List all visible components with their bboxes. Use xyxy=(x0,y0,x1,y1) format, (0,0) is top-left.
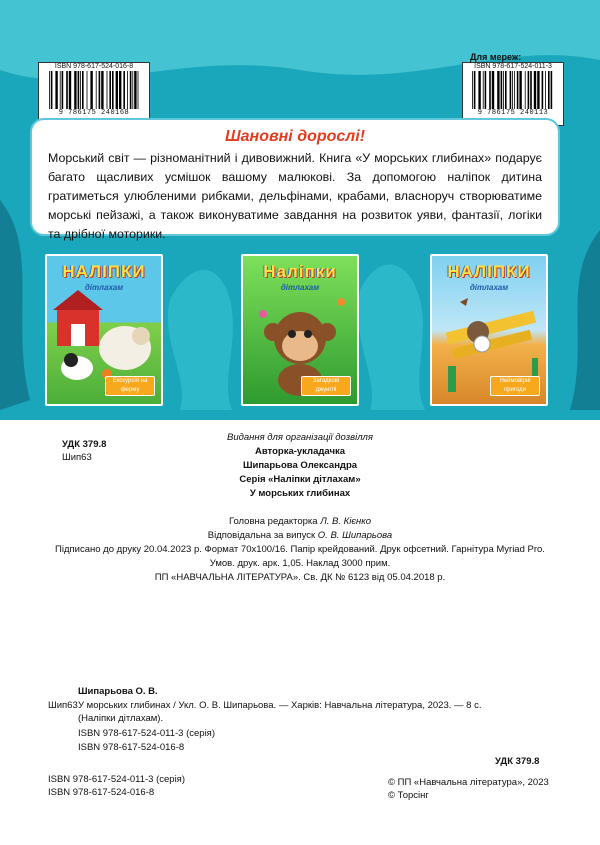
catalog-shifr: Шип63 xyxy=(48,700,78,711)
series-line: Серія «Наліпки дітлахам» xyxy=(239,474,361,485)
barcode-bar xyxy=(74,71,76,109)
book-cover-farm xyxy=(45,254,163,406)
barcode-right xyxy=(462,62,564,126)
barcode-left-isbn: ISBN 978-617-524-016-8 xyxy=(54,63,134,70)
barcode-bar xyxy=(112,71,114,109)
footer-isbn-2: ISBN 978-617-524-016-8 xyxy=(48,787,155,798)
udk-code: УДК 379.8 xyxy=(62,439,107,450)
barcode-bar xyxy=(525,71,526,109)
barcode-bar xyxy=(472,71,473,109)
book-title-line: У морських глибинах xyxy=(249,488,351,499)
catalog-author: Шипарьова О. В. xyxy=(78,686,158,697)
book-cover-tag: Загадкові джунглі xyxy=(301,376,351,396)
barcode-bar xyxy=(517,71,519,109)
barcode-bar xyxy=(485,71,487,109)
shifr-code: Шип63 xyxy=(62,452,92,463)
network-label: Для мереж: xyxy=(470,52,522,62)
catalog-isbn-1: ISBN 978-617-524-011-3 (серія) xyxy=(78,728,215,739)
chief-editor-name: Л. В. Кієнко xyxy=(320,516,372,527)
catalog-udk: УДК 379.8 xyxy=(495,756,540,767)
author-role: Авторка-укладачка xyxy=(254,446,345,457)
barcode-bar xyxy=(127,71,128,109)
barcode-bar xyxy=(130,71,132,109)
barcode-left-bars xyxy=(46,71,142,109)
barcode-bar xyxy=(87,71,88,109)
imprint-section xyxy=(0,420,600,845)
barcode-bar xyxy=(99,71,101,109)
barcode-bar xyxy=(78,71,80,109)
publisher-line: ПП «НАВЧАЛЬНА ЛІТЕРАТУРА». Св. ДК № 6123 від 05.04.2018 р. xyxy=(154,572,446,583)
barcode-bar xyxy=(478,71,480,109)
barcode-bar xyxy=(530,71,532,109)
author-name: Шипарьова Олександра xyxy=(242,460,358,471)
book-cover-title: НАЛІПКИ xyxy=(62,262,146,281)
barcode-bar xyxy=(503,71,504,109)
book-cover-title: НАЛІПКИ xyxy=(447,262,531,281)
barcode-bar xyxy=(55,71,57,109)
barcode-bar xyxy=(492,71,494,109)
barcode-bar xyxy=(90,71,92,109)
chief-editor-line xyxy=(0,516,600,527)
barcode-bar xyxy=(69,71,71,109)
copyright-2: © Торсінг xyxy=(388,790,429,801)
catalog-line-2: (Наліпки дітлахам). xyxy=(78,713,164,724)
barcode-bar xyxy=(123,71,125,109)
barcode-bar xyxy=(51,71,53,109)
barcode-bar xyxy=(497,71,499,109)
book-cover-subtitle: дітлахам xyxy=(469,283,509,292)
catalog-line-1: У морських глибинах / Укл. О. В. Шипарьова. — Харків: Навчальна література, 2023. — 8 с. xyxy=(78,700,482,711)
catalog-isbn-2: ISBN 978-617-524-016-8 xyxy=(78,742,185,753)
barcode-bar xyxy=(116,71,118,109)
responsible-line xyxy=(0,530,600,541)
barcode-bar xyxy=(519,71,521,109)
barcode-bar xyxy=(138,71,139,109)
book-cover-title: Наліпки xyxy=(263,262,337,281)
barcode-bar xyxy=(107,71,108,109)
notice-title: Шановні дорослі! xyxy=(224,128,366,145)
barcode-bar xyxy=(489,71,491,109)
responsible-name: О. В. Шипарьова xyxy=(317,530,393,541)
barcode-left xyxy=(38,62,150,126)
barcode-bar xyxy=(109,71,111,109)
chief-editor-label: Головна редакторка xyxy=(228,516,318,527)
barcode-bar xyxy=(66,71,68,109)
barcode-bar xyxy=(501,71,503,109)
barcode-bar xyxy=(512,71,513,109)
barcode-bar xyxy=(528,71,530,109)
barcode-right-digits: 9 786175 240113 xyxy=(477,109,549,117)
barcode-bar xyxy=(62,71,64,109)
barcode-bar xyxy=(60,71,61,109)
barcode-bar xyxy=(510,71,512,109)
permit-line: Видання для організації дозвілля xyxy=(226,432,373,443)
barcode-bar xyxy=(548,71,550,109)
book-cover-jungle xyxy=(241,254,359,406)
barcode-bar xyxy=(542,71,544,109)
barcode-bar xyxy=(96,71,97,109)
barcode-bar xyxy=(49,71,50,109)
footer-isbn-1: ISBN 978-617-524-011-3 (серія) xyxy=(48,774,185,785)
print-details-1: Підписано до друку 20.04.2023 р. Формат 70х100/16. Папір крейдований. Друк офсетний. Гарнітура Myriad Pro. xyxy=(55,544,545,555)
barcode-bar xyxy=(82,71,84,109)
print-details-2: Умов. друк. арк. 1,05. Наклад 3000 прим. xyxy=(209,558,391,569)
responsible-label: Відповідальна за випуск xyxy=(207,530,316,541)
barcode-bar xyxy=(545,71,546,109)
barcode-bar xyxy=(514,71,515,109)
copyright-1: © ПП «Навчальна література», 2023 xyxy=(388,777,549,788)
barcode-bar xyxy=(101,71,103,109)
notice-card xyxy=(30,118,560,241)
barcode-bar xyxy=(80,71,81,109)
barcode-bar xyxy=(483,71,484,109)
barcode-right-isbn: ISBN 978-617-524-011-3 xyxy=(474,63,552,70)
barcode-bar xyxy=(474,71,476,109)
barcode-bar xyxy=(534,71,536,109)
book-cover-tag: Неймовірні пригоди xyxy=(490,376,540,396)
book-cover-subtitle: дітлахам xyxy=(280,283,320,292)
barcode-bar xyxy=(132,71,133,109)
barcode-bar xyxy=(134,71,136,109)
book-cover-adventures xyxy=(430,254,548,406)
barcode-bar xyxy=(505,71,507,109)
book-cover-subtitle: дітлахам xyxy=(84,283,124,292)
barcode-bar xyxy=(551,71,553,109)
book-cover-tag: Екскурсія на ферму xyxy=(105,376,155,396)
barcode-bar xyxy=(119,71,121,109)
barcode-bar xyxy=(537,71,539,109)
barcode-right-bars xyxy=(469,71,557,109)
barcode-left-digits: 9 786175 240168 xyxy=(58,109,130,117)
notice-text: Морський світ — різноманітний і дивовижний. Книга «У морських глибинах» подарує багато щасливих усмішок вашому малюкові. За допомогою наліпок дитина гратиметься улюбленими рибками, дельфінами, крабами, власноруч створюватиме морські пейзажі, а також виконуватиме завдання на розвиток уяви, фантазії, логіки та дрібної моторики. xyxy=(48,151,542,241)
